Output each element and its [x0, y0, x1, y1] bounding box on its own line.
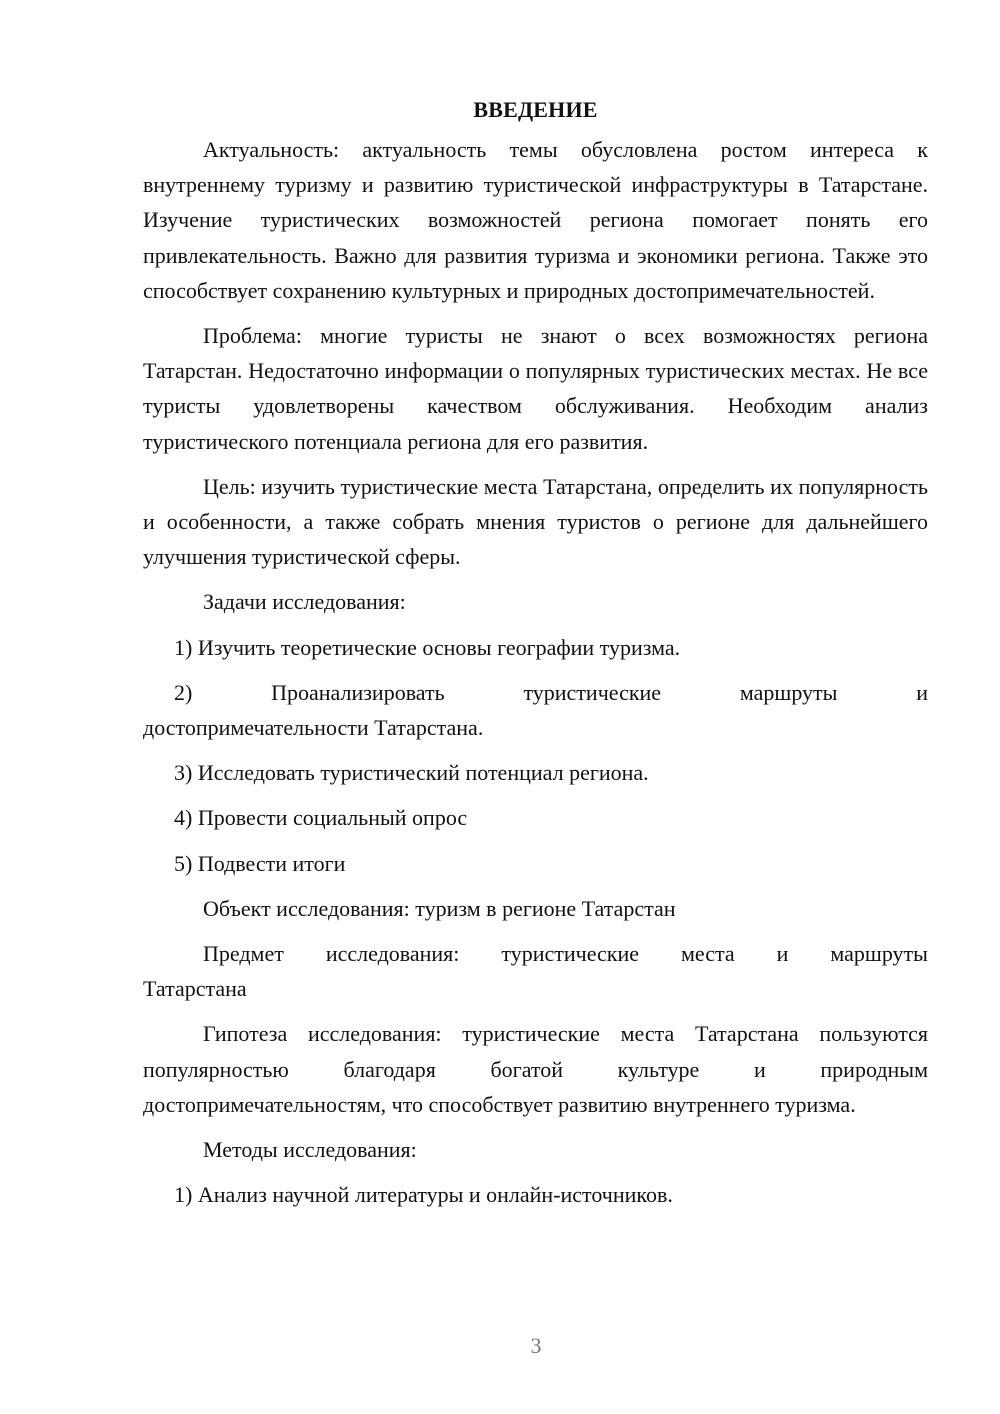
page-number: 3 [530, 1333, 542, 1358]
relevance-paragraph: Актуальность: актуальность темы обусловлена ростом интереса к внутреннему туризму и развитию туристической инфраструктуры в Татарстане. Изучение туристических возможностей региона помогает понять его привлекательность. Важно для развития туризма и экономики региона. Также это способствует сохранению культурных и природных достопримечательностей. [143, 137, 928, 303]
task-item-4: 4) Провести социальный опрос [174, 805, 468, 831]
subject-line [143, 936, 928, 971]
page-title: ВВЕДЕНИЕ [473, 97, 598, 122]
task-item-2-word: Проанализировать [271, 679, 445, 705]
goal-paragraph: Цель: изучить туристические места Татарстана, определить их популярность и особенности, а также собрать мнения туристов о регионе для дальнейшего улучшения туристической сферы. [143, 473, 928, 570]
subject-continuation: Татарстана [143, 976, 247, 1002]
methods-heading: Методы исследования: [203, 1137, 417, 1163]
task-item-5: 5) Подвести итоги [174, 850, 346, 876]
subject-word: места [680, 941, 735, 967]
task-item-2-word: туристические [523, 679, 662, 705]
subject-word: исследования: [325, 941, 460, 967]
object-paragraph: Объект исследования: туризм в регионе Татарстан [203, 895, 676, 921]
task-item-3: 3) Исследовать туристический потенциал региона. [174, 760, 649, 786]
method-item-1: 1) Анализ научной литературы и онлайн-источников. [174, 1182, 673, 1208]
task-item-2 [143, 675, 928, 745]
subject-word: и [776, 941, 789, 967]
task-item-2-continuation: достопримечательности Татарстана. [143, 715, 484, 741]
subject-paragraph [143, 936, 928, 1006]
problem-paragraph: Проблема: многие туристы не знают о всех возможностях региона Татарстан. Недостаточно информации о популярных туристических местах. Не все туристы удовлетворены качеством обслуживания. Необходим анализ туристического потенциала региона для его развития. [143, 323, 928, 454]
subject-word: туристические [501, 941, 640, 967]
task-item-2-line [143, 675, 928, 710]
task-item-2-word: 2) [174, 679, 193, 705]
hypothesis-paragraph: Гипотеза исследования: туристические места Татарстана пользуются популярностью благодаря богатой культуре и природным достопримечательностям, что способствует развитию внутреннего туризма. [143, 1021, 928, 1117]
document-page [143, 92, 928, 1222]
subject-word: маршруты [830, 941, 928, 967]
task-item-1: 1) Изучить теоретические основы географии туризма. [174, 634, 681, 660]
task-item-2-word: маршруты [739, 679, 838, 705]
task-item-2-word: и [916, 679, 928, 705]
tasks-heading: Задачи исследования: [203, 589, 406, 615]
subject-word: Предмет [203, 941, 284, 967]
